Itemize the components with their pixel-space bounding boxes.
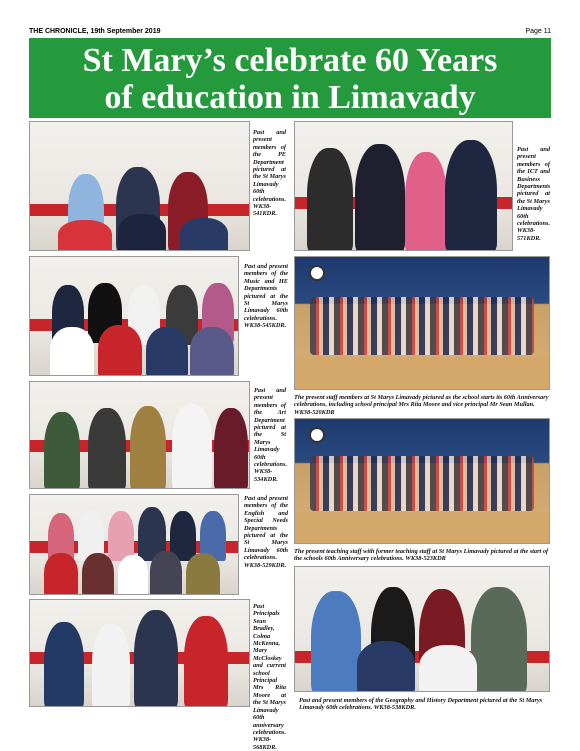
caption-pe: Past and present members of the PE Department pictured at the St Marys Limavady 60th celebrations. WK38-541KDR. xyxy=(253,129,287,218)
caption-art: Past and present members of the Art Department pictured at the St Marys Limavady 60th celebrations. WK38-534KDR. xyxy=(254,387,288,483)
publication-date: THE CHRONICLE, 19th September 2019 xyxy=(29,28,161,35)
caption-principals: Past Principals Sean Bradley, Colma McKenna, Mary McCloskey and current school Principal Mrs Rita Moore at the St Marys Limavady 60th anniversary celebrations. WK38-568KDR. xyxy=(253,603,287,751)
headline-line-2: of education in Limavady xyxy=(104,79,476,116)
photo-art-department xyxy=(29,381,250,489)
caption-music: Past and present members of the Music and HE Departments pictured at the St Marys Limavady 60th celebrations. WK38-545KDR. xyxy=(244,263,288,330)
caption-english: Past and present members of the English and Special Needs Departments pictured at the St Marys Limavady 60th celebrations. WK38-529KDR. xyxy=(244,495,288,569)
caption-geography: Past and present members of the Geography and History Department pictured at the St Marys Limavady 60th celebrations. WK38-538KDR. xyxy=(299,697,543,712)
page-number: Page 11 xyxy=(525,28,551,35)
caption-present-staff: The present staff members at St Marys Limavady pictured as the school starts its 60th Anniversary celebrations, including school principal Mrs Rita Moore and vice principal Mr Sean Mullan. WK38-520KDR xyxy=(294,394,549,416)
photo-present-staff xyxy=(294,256,550,390)
photo-principals xyxy=(29,599,250,707)
photo-english-special-needs xyxy=(29,494,239,595)
caption-teaching-staff: The present teaching staff with former teaching staff at St Marys Limavady pictured at the start of the schools 60th Anniversary celebrations. WK38-523KDR xyxy=(294,548,549,563)
photo-pe-department xyxy=(29,121,250,251)
headline-banner xyxy=(29,38,551,118)
photo-teaching-staff xyxy=(294,418,550,544)
photo-geography-history xyxy=(294,566,550,692)
headline-line-1: St Mary’s celebrate 60 Years xyxy=(82,42,498,79)
caption-ict: Past and present members of the ICT and Business Departments pictured at the St Marys Limavady 60th celebrations. WK38-571KDR. xyxy=(517,146,551,242)
photo-music-he xyxy=(29,256,239,376)
photo-ict-business xyxy=(294,121,513,251)
